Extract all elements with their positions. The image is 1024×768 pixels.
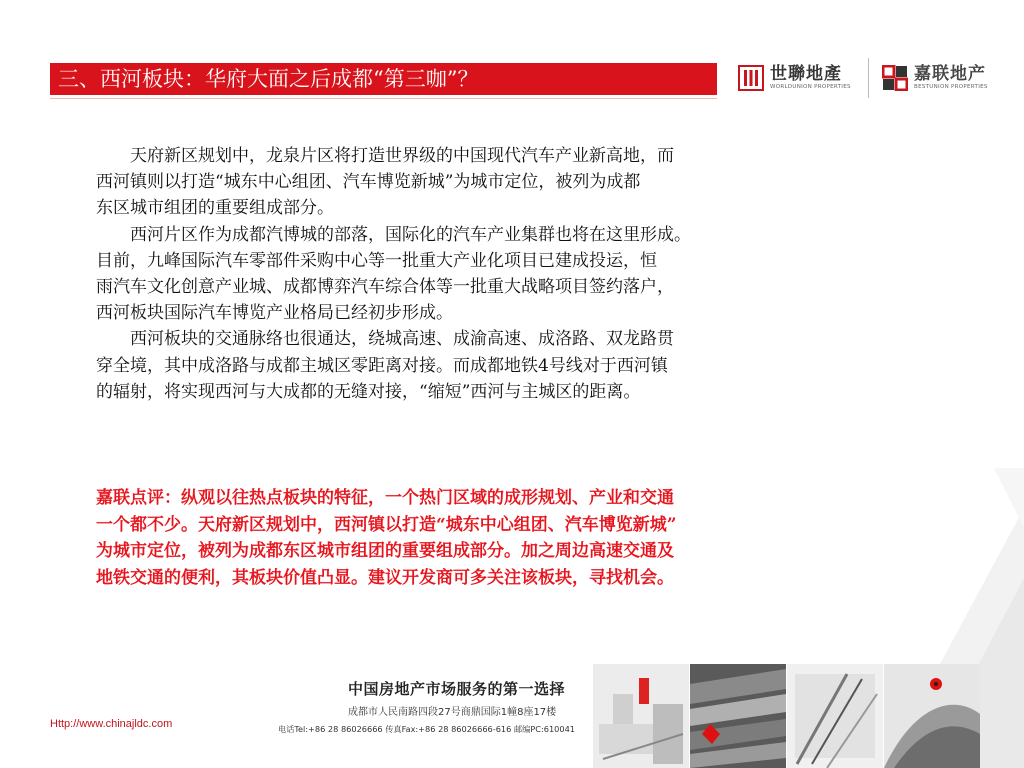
worldunion-name: 世聯地產 [770, 63, 842, 84]
body-text [96, 143, 896, 405]
worldunion-name-en: WORLDUNION PROPERTIES [770, 83, 851, 90]
comment-line: 为城市定位，被列为成都东区城市组团的重要组成部分。加之周边高速交通及 [96, 541, 674, 561]
paragraph-1-line: 东区城市组团的重要组成部分。 [96, 198, 334, 219]
photo-papers [690, 664, 786, 768]
bestunion-logo [882, 62, 988, 94]
logo-divider [868, 58, 869, 98]
page-title: 三、西河板块：华府大面之后成都“第三咖”？ [58, 67, 479, 91]
comment-block [96, 485, 906, 591]
footer-contact: 电话Tel:+86 28 86026666 传真Fax:+86 28 86026666-616 邮编PC:610041 [278, 724, 575, 734]
comment-line: 地铁交通的便利，其板块价值凸显。建议开发商可多关注该板块，寻找机会。 [96, 567, 674, 588]
paragraph-2-line: 西河板块国际汽车博览产业格局已经初步形成。 [96, 303, 453, 324]
paragraph-1-first-line: 天府新区规划中，龙泉片区将打造世界级的中国现代汽车产业新高地，而 [130, 146, 674, 166]
paragraph-3-line: 穿全境，其中成洛路与成都主城区零距离对接。而成都地铁4号线对于西河镇 [96, 355, 668, 376]
title-underline [50, 98, 717, 99]
photo-ladybug [884, 664, 980, 768]
bestunion-name: 嘉联地产 [914, 63, 986, 84]
worldunion-mark-icon [738, 65, 764, 91]
paragraph-2-line: 雨汽车文化创意产业城、成都博弈汽车综合体等一批重大战略项目签约落户， [96, 277, 674, 298]
paragraph-3-first-line: 西河板块的交通脉络也很通达，绕城高速、成渝高速、成洛路、双龙路贯 [130, 329, 674, 350]
footer-address: 成都市人民南路四段27号商鼎国际1幢8座17楼 [348, 707, 557, 718]
footer-slogan: 中国房地产市场服务的第一选择 [348, 680, 566, 698]
paragraph-2-line: 目前，九峰国际汽车零部件采购中心等一批重大产业化项目已建成投运，恒 [96, 250, 657, 271]
paragraph-3-line: 的辐射，将实现西河与大成都的无缝对接，“缩短”西河与主城区的距离。 [96, 381, 641, 402]
footer-url[interactable]: Http://www.chinajldc.com [50, 718, 173, 730]
photo-pencils [787, 664, 883, 768]
paragraph-1-line: 西河镇则以打造“城东中心组团、汽车博览新城”为城市定位，被列为成都 [96, 172, 641, 193]
comment-line: 嘉联点评：纵观以往热点板块的特征，一个热门区域的成形规划、产业和交通 [96, 488, 674, 508]
bestunion-name-en: BESTUNION PROPERTIES [914, 83, 988, 90]
comment-line: 一个都不少。天府新区规划中，西河镇以打造“城东中心组团、汽车博览新城” [96, 514, 677, 535]
photo-desk [593, 664, 689, 768]
worldunion-logo [738, 62, 851, 94]
page-title-bar [50, 63, 717, 95]
paragraph-2-first-line: 西河片区作为成都汽博城的部落，国际化的汽车产业集群也将在这里形成。 [130, 224, 691, 245]
bestunion-mark-icon [882, 65, 908, 91]
